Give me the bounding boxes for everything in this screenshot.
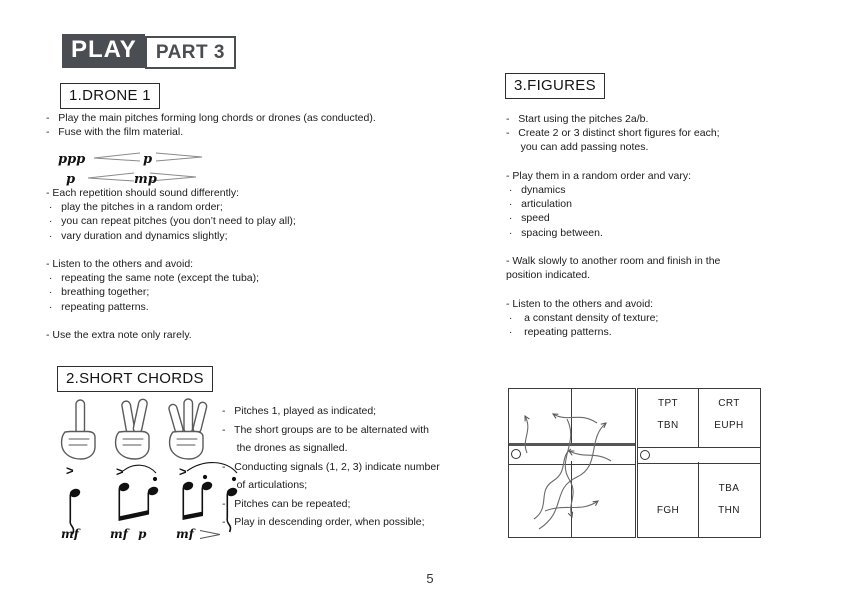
figures-lines <box>506 112 720 339</box>
text-line: - Play the main pitches forming long chords or drones (as conducted). <box>46 112 376 124</box>
movement-paths <box>525 414 611 529</box>
dynamic-mark: mf <box>176 527 194 540</box>
text-line: - Listen to the others and avoid: <box>46 258 194 270</box>
notation-group-1 <box>58 460 98 540</box>
title-part-badge: PART 3 <box>145 36 236 69</box>
section-title-figures: 3.FIGURES <box>505 73 605 99</box>
short-chord-notation <box>58 460 242 540</box>
accent-mark: > <box>116 464 124 479</box>
movement-map <box>508 388 636 538</box>
hand-1-finger-icon <box>56 397 102 461</box>
text-line: - Listen to the others and avoid: <box>506 297 654 310</box>
dynamic-mark: p <box>66 172 76 187</box>
title-play-badge: PLAY <box>62 34 145 68</box>
text-line: · articulation <box>506 198 572 211</box>
slur <box>123 465 156 473</box>
short-chords-bullets <box>222 402 440 532</box>
text-line: · speed <box>506 212 550 225</box>
text-line <box>506 282 720 296</box>
text-line: · play the pitches in a random order; <box>46 201 223 214</box>
text-line <box>506 240 720 254</box>
text-line: · breathing together; <box>46 286 150 299</box>
text-line <box>46 314 296 328</box>
text-line: - Conducting signals (1, 2, 3) indicate number <box>222 460 440 473</box>
text-line: · dynamics <box>506 184 566 196</box>
decrescendo-hairpin <box>200 531 220 539</box>
circle-marker <box>640 450 650 460</box>
text-line: · repeating patterns. <box>46 300 149 313</box>
hand-2-fingers-icon <box>110 397 156 461</box>
text-line: you can add passing notes. <box>506 141 649 154</box>
dynamic-mark: ppp <box>58 152 86 167</box>
room-top-right <box>699 398 759 431</box>
room-label: FGH <box>656 505 680 516</box>
text-line: - Walk slowly to another room and finish in the <box>506 255 721 267</box>
movement-arrows <box>509 389 635 537</box>
dynamic-mark: mf <box>61 527 79 540</box>
text-line <box>46 243 296 257</box>
section-title-drone: 1.DRONE 1 <box>60 83 160 109</box>
notation-group-2 <box>108 460 164 540</box>
text-line: position indicated. <box>506 269 591 282</box>
drone-intro-lines <box>46 111 376 139</box>
text-line: - Start using the pitches 2a/b. <box>506 113 649 125</box>
text-line: · vary duration and dynamics slightly; <box>46 229 228 242</box>
text-line: - The short groups are to be alternated with <box>222 423 430 436</box>
conducting-hand-signs <box>56 397 210 461</box>
text-line: · repeating patterns. <box>506 326 612 338</box>
hand-3-fingers-icon <box>164 397 210 461</box>
dynamic-mark: p <box>138 527 147 540</box>
room-label: CRT <box>718 398 740 409</box>
staccato-dot <box>203 475 207 479</box>
text-line: the drones as signalled. <box>222 442 348 454</box>
text-line: · you can repeat pitches (you don’t need to play all); <box>46 215 296 228</box>
dynamic-mark: p <box>143 152 153 167</box>
section-title-short-chords: 2.SHORT CHORDS <box>57 366 213 392</box>
accent-mark: > <box>179 464 187 479</box>
text-line: - Fuse with the film material. <box>46 126 184 139</box>
page-header <box>62 34 236 69</box>
position-map <box>637 388 761 538</box>
page-number: 5 <box>426 571 434 586</box>
corridor <box>638 447 760 464</box>
text-line: - Pitches can be repeated; <box>222 497 351 510</box>
room-top-left <box>638 398 698 431</box>
text-line: - Play in descending order, when possible; <box>222 516 425 528</box>
accent-mark: > <box>66 463 74 478</box>
room-bottom-right <box>699 483 759 516</box>
text-line: - Each repetition should sound differently: <box>46 187 240 199</box>
room-bottom-left <box>638 505 698 516</box>
room-label: TPT <box>657 398 679 409</box>
text-line: · a constant density of texture; <box>506 311 659 324</box>
text-line: - Play them in a random order and vary: <box>506 169 692 182</box>
text-line: of articulations; <box>222 479 308 491</box>
circle-marker <box>511 449 521 459</box>
text-line: - Pitches 1, played as indicated; <box>222 405 377 417</box>
staccato-dot <box>153 477 157 481</box>
room-label: THN <box>718 505 740 516</box>
text-line: · repeating the same note (except the tuba); <box>46 272 260 285</box>
room-label: EUPH <box>714 420 744 431</box>
room-label: TBA <box>718 483 740 494</box>
drone-body-lines <box>46 186 296 342</box>
room-label: TBN <box>657 420 679 431</box>
beamed-notes <box>118 481 160 521</box>
dynamics-hairpins-figure <box>56 145 206 191</box>
text-line: - Create 2 or 3 distinct short figures for each; <box>506 127 720 140</box>
text-line: - Use the extra note only rarely. <box>46 329 192 341</box>
dynamic-mark: mp <box>134 172 157 187</box>
text-line: · spacing between. <box>506 226 603 239</box>
text-line <box>506 155 720 169</box>
dynamic-mark: mf <box>110 527 128 540</box>
